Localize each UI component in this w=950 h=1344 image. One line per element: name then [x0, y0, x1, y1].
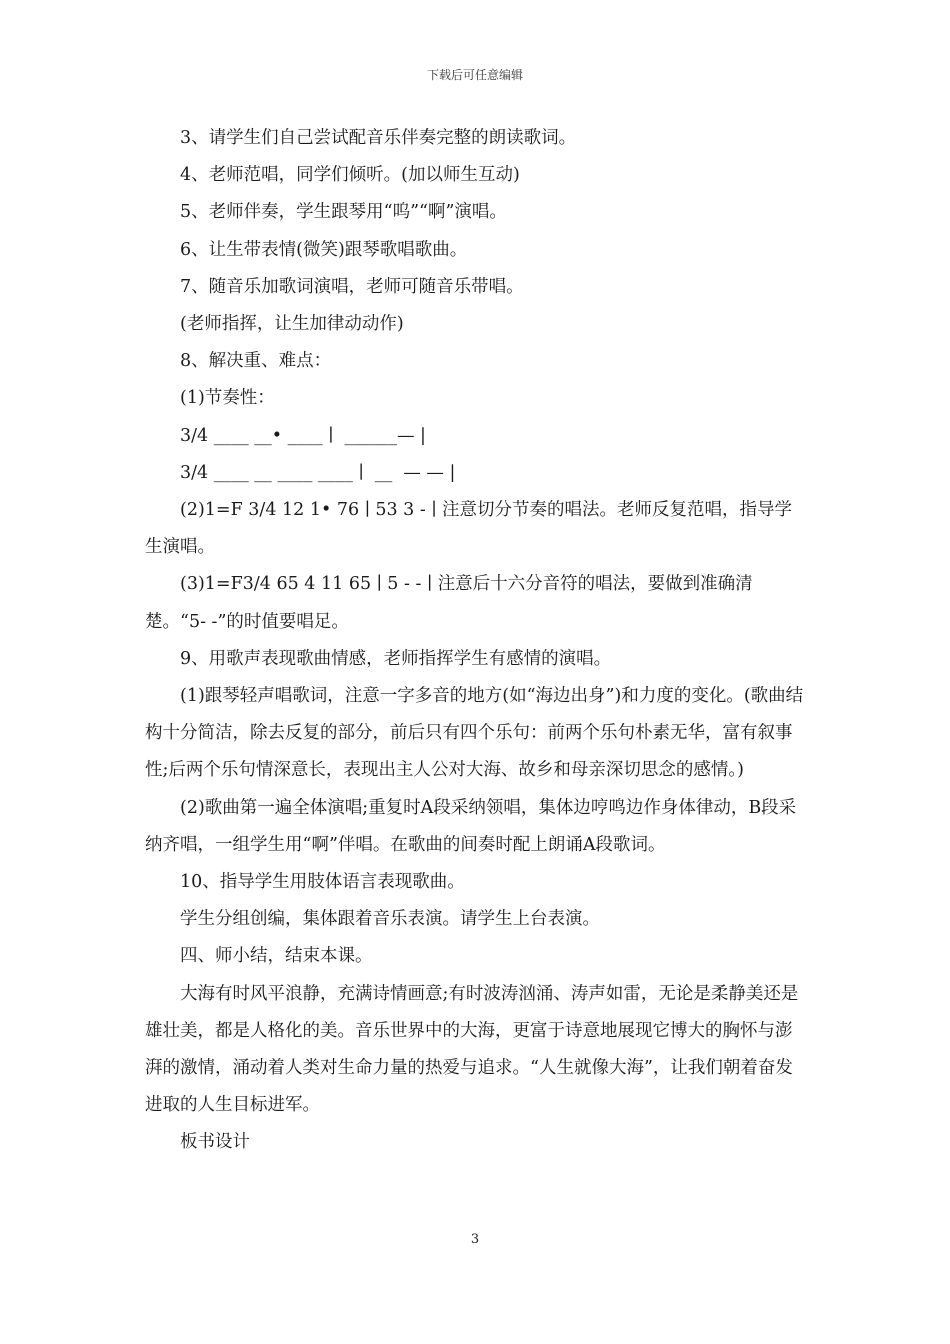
paragraph-17: 学生分组创编，集体跟着音乐表演。请学生上台表演。: [180, 909, 600, 930]
rhythm-line-2: 3/4 ____ __ ____ ____ ∣ __ — — |: [180, 462, 456, 483]
paragraph-12: (3)1=F3/4 65 4 11 65 ∣ 5 - - ∣ 注意后十六分音符的唱法，要做到准确清楚。“5- -”的时值要唱足。: [145, 574, 753, 632]
rhythm-line-1: 3/4 ____ __• ____ ∣ ______— |: [180, 425, 426, 446]
document-body: [145, 120, 807, 1162]
paragraph-5: 7、随音乐加歌词演唱，老师可随音乐带唱。: [180, 276, 524, 297]
paragraph-3: 5、老师伴奏，学生跟琴用“呜”“啊”演唱。: [180, 202, 507, 223]
paragraph-16: 10、指导学生用肢体语言表现歌曲。: [180, 872, 465, 893]
paragraph-8: (1)节奏性：: [180, 388, 275, 409]
paragraph-15: (2)歌曲第一遍全体演唱;重复时A段采纳领唱，集体边哼鸣边作身体律动，B段采纳齐唱，一组学生用“啊”伴唱。在歌曲的间奏时配上朗诵A段歌词。: [145, 797, 797, 855]
paragraph-1: 3、请学生们自己尝试配音乐伴奏完整的朗读歌词。: [180, 128, 577, 148]
paragraph-13: 9、用歌声表现歌曲情感，老师指挥学生有感情的演唱。: [180, 648, 612, 669]
paragraph-7: 8、解决重、难点：: [180, 351, 332, 372]
paragraph-19: 大海有时风平浪静，充满诗情画意;有时波涛汹涌、涛声如雷，无论是柔静美还是雄壮美，都是人格化的美。音乐世界中的大海，更富于诗意地展现它博大的胸怀与澎湃的激情，涌动着人类对生命力量的热爱与追求。“人生就像大海”，让我们朝着奋发进取的人生目标进军。: [145, 983, 799, 1116]
paragraph-4: 6、让生带表情(微笑)跟琴歌唱歌曲。: [180, 239, 468, 260]
page-header: 下载后可任意编辑: [426, 68, 523, 82]
paragraph-18: 四、师小结，结束本课。: [180, 946, 373, 967]
page-number: 3: [470, 1232, 480, 1247]
paragraph-2: 4、老师范唱，同学们倾听。(加以师生互动): [180, 165, 520, 186]
paragraph-14: (1)跟琴轻声唱歌词，注意一字多音的地方(如“海边出身”)和力度的变化。(歌曲结构十分简洁，除去反复的部分，前后只有四个乐句：前两个乐句朴素无华，富有叙事性;后两个乐句情深意长，表现出主人公对大海、故乡和母亲深切思念的感情。): [145, 686, 804, 781]
paragraph-6: (老师指挥，让生加律动动作): [180, 314, 404, 335]
paragraph-20: 板书设计: [180, 1132, 250, 1153]
paragraph-11: (2)1=F 3/4 12 1• 76 ∣ 53 3 - ∣ 注意切分节奏的唱法。老师反复范唱，指导学生演唱。: [145, 500, 793, 558]
